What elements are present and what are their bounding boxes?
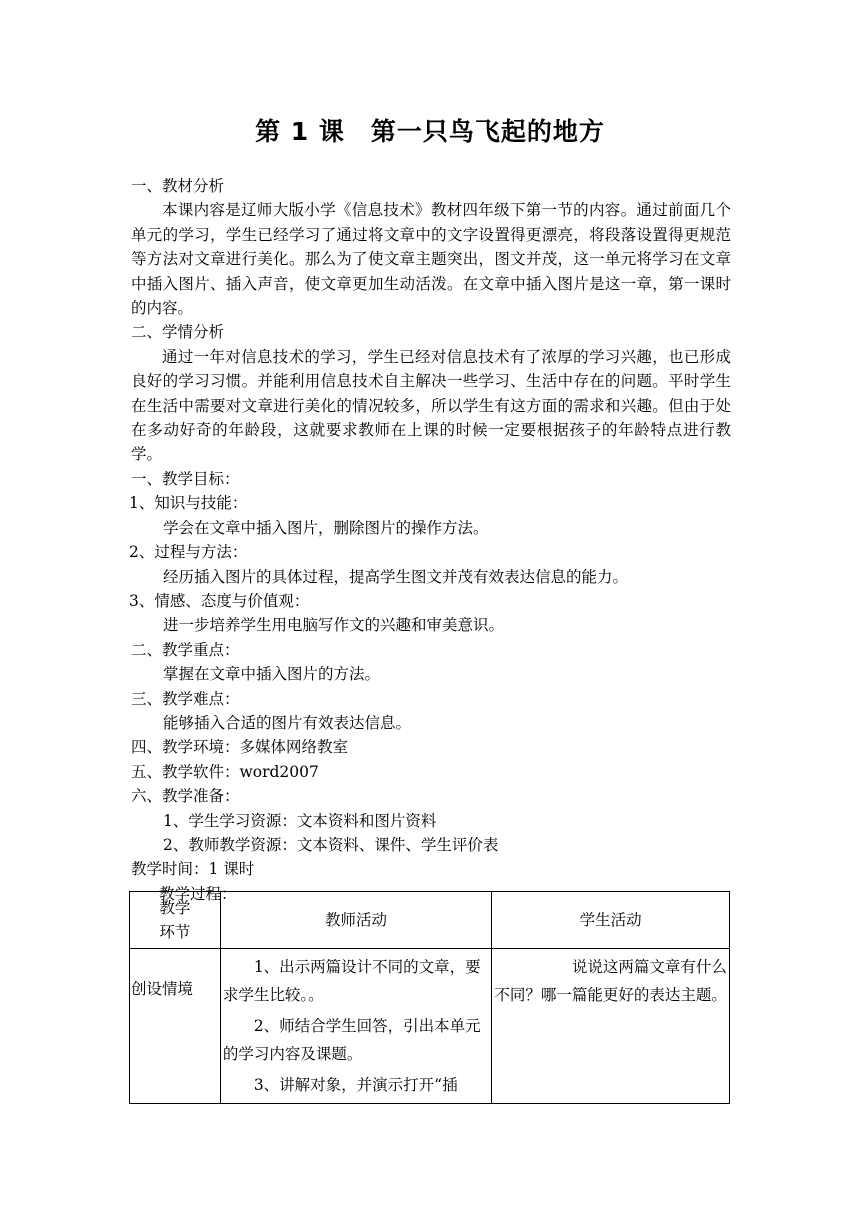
prep-item-student: 1、学生学习资源：文本资料和图片资料 <box>163 811 437 830</box>
time-line: 教学时间：1 课时 <box>131 860 255 879</box>
student-activity-text: 说说这两篇文章有什么不同？哪一篇能更好的表达主题。 <box>494 958 727 1004</box>
section-heading-students: 二、学情分析 <box>131 323 225 342</box>
section-heading-key-point: 二、教学重点： <box>131 640 240 659</box>
process-label: 教学过程： <box>159 884 237 903</box>
header-stage-line2: 环节 <box>159 923 191 941</box>
goal-label-emotion: 3、情感、态度与价值观： <box>129 591 310 610</box>
lesson-process-table <box>129 891 730 1104</box>
teacher-activity-item: 2、师结合学生回答，引出本单元的学习内容及课题。 <box>222 1017 481 1063</box>
teacher-activity-cell <box>220 949 492 1104</box>
key-point-text: 掌握在文章中插入图片的方法。 <box>163 665 381 684</box>
goal-label-knowledge: 1、知识与技能： <box>129 494 248 513</box>
document-body <box>131 174 731 906</box>
section-heading-difficulty: 三、教学难点： <box>131 689 240 708</box>
goal-label-process: 2、过程与方法： <box>129 543 248 562</box>
teacher-activity-item: 3、讲解对象，并演示打开“插 <box>253 1076 458 1094</box>
student-activity-text-wrap <box>492 949 729 1013</box>
header-stage <box>130 892 221 949</box>
teacher-activity-list <box>221 949 492 1103</box>
table-row <box>130 949 730 1104</box>
goal-text-knowledge: 学会在文章中插入图片，删除图片的操作方法。 <box>163 518 489 537</box>
student-activity-cell <box>492 949 730 1104</box>
difficulty-text: 能够插入合适的图片有效表达信息。 <box>163 713 412 732</box>
header-student: 学生活动 <box>492 892 730 949</box>
header-teacher: 教师活动 <box>220 892 492 949</box>
goal-text-process: 经历插入图片的具体过程，提高学生图文并茂有效表达信息的能力。 <box>163 567 629 586</box>
students-paragraph: 通过一年对信息技术的学习，学生已经对信息技术有了浓厚的学习兴趣，也已形成良好的学习习惯。并能利用信息技术自主解决一些学习、生活中存在的问题。平时学生在生活中需要对文章进行美化的情况较多，所以学生有这方面的需求和兴趣。但由于处在多动好奇的年龄段，这就要求教师在上课的时候一定要根据孩子的年龄特点进行教学。 <box>131 347 731 464</box>
teacher-activity-item: 1、出示两篇设计不同的文章，要求学生比较。。 <box>222 958 481 1004</box>
stage-label: 创设情境 <box>131 980 194 998</box>
software-line: 五、教学软件：word2007 <box>131 762 319 781</box>
analysis-paragraph: 本课内容是辽师大版小学《信息技术》教材四年级下第一节的内容。通过前面几个单元的学习，学生已经学习了通过将文章中的文字设置得更漂亮，将段落设置得更规范等方法对文章进行美化。那么为了使文章主题突出，图文并茂，这一单元将学习在文章中插入图片、插入声音，使文章更加生动活泼。在文章中插入图片是这一章，第一课时的内容。 <box>131 201 731 318</box>
environment-line: 四、教学环境：多媒体网络教室 <box>131 738 349 757</box>
goal-text-emotion: 进一步培养学生用电脑写作文的兴趣和审美意识。 <box>163 616 505 635</box>
section-heading-prep: 六、教学准备： <box>131 787 240 806</box>
table-header-row <box>130 892 730 949</box>
stage-cell <box>130 949 221 1104</box>
page-title: 第 1 课 第一只鸟飞起的地方 <box>255 117 605 146</box>
prep-item-teacher: 2、教师教学资源：文本资料、课件、学生评价表 <box>163 835 499 854</box>
section-heading-goals: 一、教学目标： <box>131 469 240 488</box>
header-stage-line1: 教学 <box>159 899 191 917</box>
section-heading-analysis: 一、教材分析 <box>131 177 225 195</box>
